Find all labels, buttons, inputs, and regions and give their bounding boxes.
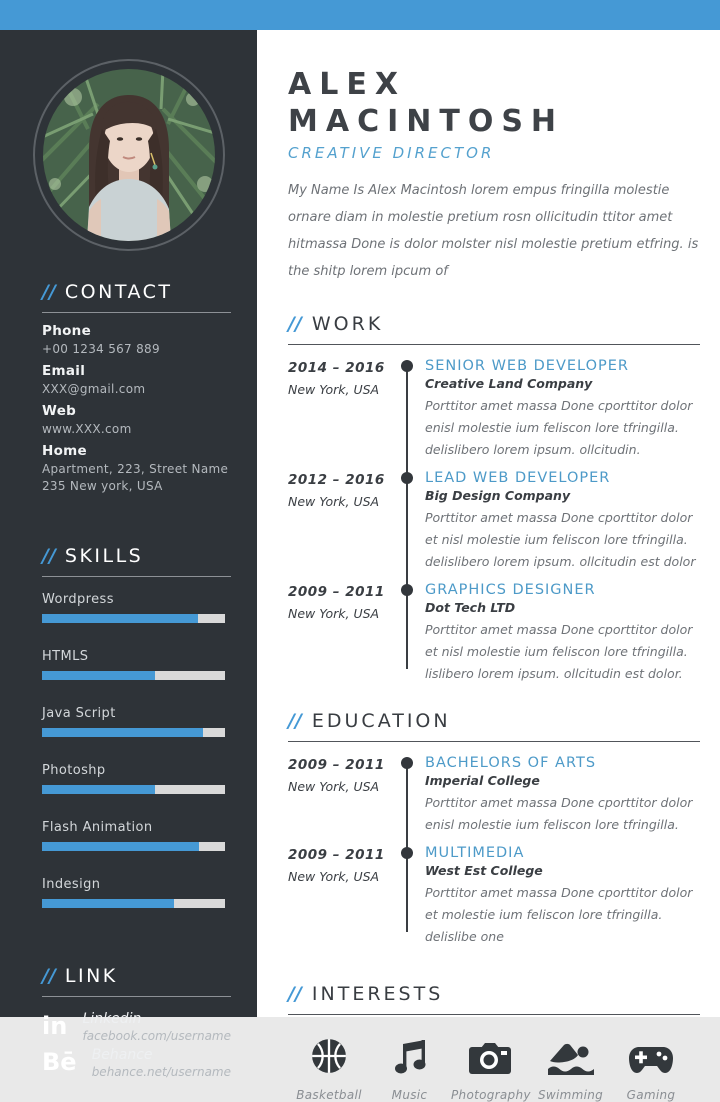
skill-label: Wordpress [42,592,114,607]
swimming-icon [532,1035,610,1075]
interest-photography [451,1035,529,1102]
work-description: Porttitor amet massa Done cporttitor dolor et nisl molestie ium feliscon lore tfringilla. delislibero lorem ipsum. ollcitudin est dolor [425,510,696,569]
skill-progressbar [42,728,225,737]
skill-label: Flash Animation [42,820,153,835]
profile-photo-ring [33,59,225,251]
work-title: LEAD WEB DEVELOPER [425,470,611,486]
web-value[interactable]: www.XXX.com [42,422,132,436]
work-company: Dot Tech LTD [425,600,516,615]
interest-label: Photography [451,1088,531,1102]
link-heading-label: LINK [64,965,118,987]
contact-item-web [42,403,231,436]
skill-indesign [42,877,231,919]
education-heading-label: EDUCATION [311,710,451,732]
skill-javascript [42,706,231,748]
work-description: Porttitor amet massa Done cporttitor dolor et nisl molestie ium feliscon lore tfringilla. lislibero lorem ipsum. ollcitudin est dolor. [425,622,693,681]
skill-label: Indesign [42,877,101,892]
skill-label: HTMLS [42,649,89,664]
work-location: New York, USA [288,494,380,509]
timeline-dot [401,584,413,596]
education-entry [288,755,700,845]
music-icon [371,1035,449,1075]
contact-item-home [42,443,231,493]
skill-wordpress [42,592,231,634]
timeline-dot [401,472,413,484]
education-dates: 2009 – 2011 [288,757,385,773]
linkedin-url[interactable]: facebook.com/username [82,1029,231,1043]
skill-photoshop [42,763,231,805]
email-value[interactable]: XXX@gmail.com [42,382,146,396]
interest-basketball [290,1035,368,1102]
top-accent-bar [0,0,720,30]
interest-gaming [612,1035,690,1102]
contact-heading-label: CONTACT [64,281,173,303]
work-dates: 2012 – 2016 [288,472,385,488]
behance-icon: Bē [42,1048,77,1076]
work-heading-label: WORK [311,313,384,335]
skill-progress-fill [42,785,155,794]
behance-link-row[interactable] [42,1047,231,1079]
profile-photo [43,69,215,241]
heading-slashes: // [288,313,302,335]
name-second-line: MACINTOSH [288,104,565,139]
web-label: Web [42,403,77,419]
home-label: Home [42,443,87,459]
skills-section [0,545,257,919]
job-title: CREATIVE DIRECTOR [288,144,495,162]
timeline-dot [401,847,413,859]
work-entry [288,358,700,470]
heading-slashes: // [288,983,302,1005]
work-location: New York, USA [288,382,380,397]
skill-progressbar [42,614,225,623]
education-section [288,710,700,957]
linkedin-icon: in [42,1012,68,1040]
contact-divider [42,312,231,313]
camera-icon [451,1035,529,1075]
sidebar [0,30,257,1079]
link-section [0,965,257,1079]
name-first-line: ALEX [288,67,406,102]
work-entry [288,582,700,694]
timeline-line [406,764,408,845]
skills-divider [42,576,231,577]
work-description: Porttitor amet massa Done cporttitor dolor enisl molestie ium feliscon lore tfringilla. delislibero lorem ipsum. ollcitudin. [425,398,693,457]
interests-section [288,983,700,1102]
phone-value: +00 1234 567 889 [42,342,160,356]
contact-heading [42,281,231,303]
education-location: New York, USA [288,779,380,794]
home-address-line2: 235 New york, USA [42,479,163,493]
skill-progressbar [42,671,225,680]
interest-music [371,1035,449,1102]
linkedin-link-row[interactable] [42,1011,231,1043]
home-address-line1: Apartment, 223, Street Name [42,462,229,476]
skill-progress-fill [42,842,199,851]
email-label: Email [42,363,86,379]
skill-progressbar [42,899,225,908]
work-dates: 2014 – 2016 [288,360,385,376]
basketball-icon [290,1035,368,1075]
timeline-dot [401,360,413,372]
work-company: Creative Land Company [425,376,593,391]
education-entry [288,845,700,957]
work-company: Big Design Company [425,488,571,503]
skill-progress-fill [42,728,203,737]
education-location: New York, USA [288,869,380,884]
education-description: Porttitor amet massa Done cporttitor dolor enisl molestie ium feliscon lore tfringilla. [425,795,693,832]
work-title: SENIOR WEB DEVELOPER [425,358,630,374]
heading-slashes: // [42,281,56,303]
education-school: West Est College [425,863,543,878]
behance-url[interactable]: behance.net/username [91,1065,231,1079]
skill-progress-fill [42,614,198,623]
timeline-line [406,470,408,582]
education-heading [288,710,700,742]
education-title: BACHELORS OF ARTS [425,755,597,771]
education-title: MULTIMEDIA [425,845,525,861]
skill-flash-animation [42,820,231,862]
timeline-line [406,367,408,470]
contact-item-email [42,363,231,396]
phone-label: Phone [42,323,92,339]
link-divider [42,996,231,997]
work-section [288,313,700,694]
portrait-illustration [43,69,215,241]
contact-section [0,281,257,493]
skill-progressbar [42,842,225,851]
behance-name: Behance [91,1047,153,1063]
interest-swimming [532,1035,610,1102]
interests-heading-label: INTERESTS [311,983,444,1005]
education-dates: 2009 – 2011 [288,847,385,863]
interests-heading [288,983,700,1015]
work-dates: 2009 – 2011 [288,584,385,600]
skills-heading [42,545,231,567]
heading-slashes: // [42,545,56,567]
gamepad-icon [612,1035,690,1075]
work-entry [288,470,700,582]
contact-item-phone [42,323,231,356]
linkedin-name: Linkedin [82,1011,142,1027]
work-location: New York, USA [288,606,380,621]
link-heading [42,965,231,987]
skill-progress-fill [42,899,174,908]
skill-progress-fill [42,671,155,680]
skill-progressbar [42,785,225,794]
skill-label: Java Script [42,706,116,721]
interest-label: Music [391,1088,428,1102]
main-column [257,30,720,1102]
heading-slashes: // [42,965,56,987]
interest-label: Basketball [296,1088,362,1102]
skills-heading-label: SKILLS [64,545,144,567]
education-school: Imperial College [425,773,540,788]
skill-htmls [42,649,231,691]
timeline-dot [401,757,413,769]
education-description: Porttitor amet massa Done cporttitor dolor et molestie ium feliscon lore tfringilla. delislibe one [425,885,693,944]
intro-paragraph: My Name Is Alex Macintosh lorem empus fringilla molestie ornare diam in molestie pretium rosn ollicitudin ttitor amet hitmassa Done is dolor molster nisl molestie pretium etfring. is the shitp lorem ipcum of [288,183,699,279]
heading-slashes: // [288,710,302,732]
work-title: GRAPHICS DESIGNER [425,582,596,598]
skill-label: Photoshp [42,763,106,778]
interest-label: Gaming [626,1088,676,1102]
work-heading [288,313,700,345]
interest-label: Swimming [537,1088,604,1102]
